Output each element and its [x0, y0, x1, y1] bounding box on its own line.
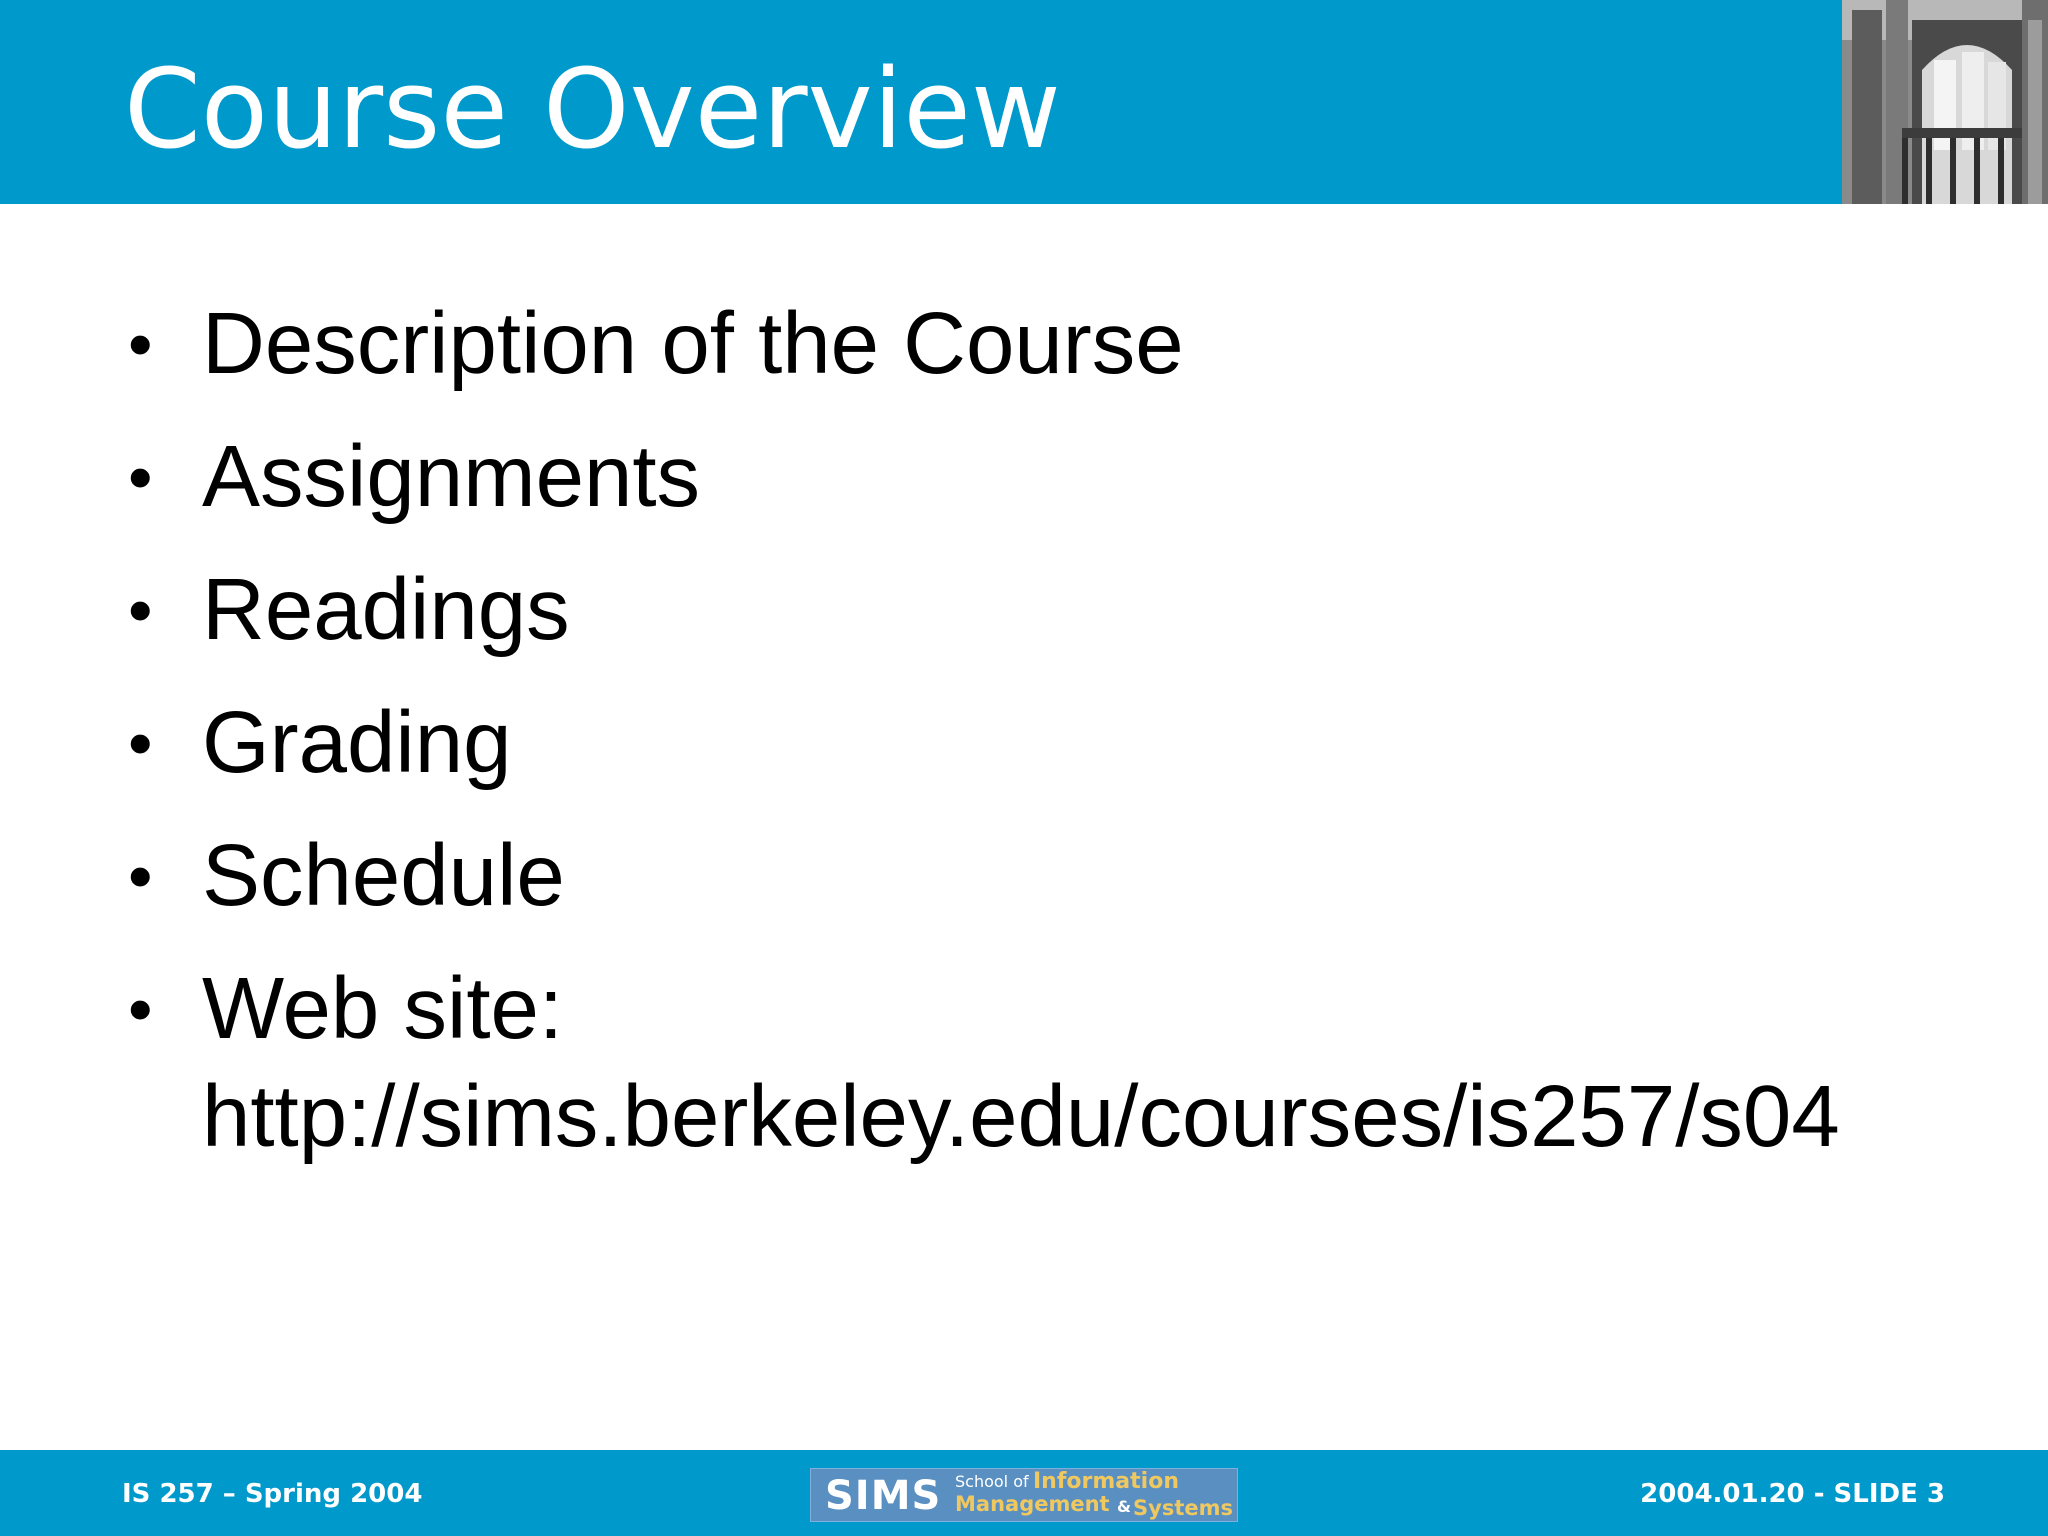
bullet-text: Description of the Course [202, 295, 1184, 392]
bullet-dot: • [128, 970, 153, 1048]
logo-systems: Systems [1133, 1496, 1233, 1520]
bullet-text: Assignments [202, 428, 701, 525]
bullet-list [124, 290, 2024, 1196]
logo-ampersand: & [1117, 1497, 1131, 1516]
bullet-item [124, 556, 2024, 664]
logo-management: Management [955, 1492, 1110, 1516]
bullet-item [124, 290, 2024, 398]
logo-school-of: School of [955, 1472, 1029, 1491]
bullet-item-website [124, 955, 2024, 1171]
bullet-text: Readings [202, 561, 570, 658]
sims-wordmark: SIMS [825, 1473, 942, 1519]
slide-number: 2004.01.20 - SLIDE 3 [1640, 1479, 1945, 1509]
logo-information: Information [1033, 1469, 1179, 1494]
sims-logo [810, 1468, 1238, 1522]
website-label: Web site: [202, 960, 564, 1057]
bullet-dot: • [128, 438, 153, 516]
website-url: http://sims.berkeley.edu/courses/is257/s04 [202, 1068, 1840, 1165]
building-photo [1842, 0, 2048, 204]
bullet-item [124, 689, 2024, 797]
bullet-dot: • [128, 305, 153, 383]
bullet-item [124, 423, 2024, 531]
bullet-dot: • [128, 704, 153, 782]
slide-title: Course Overview [124, 45, 1061, 173]
bullet-dot: • [128, 571, 153, 649]
course-label: IS 257 – Spring 2004 [122, 1479, 423, 1509]
bullet-text: Grading [202, 694, 512, 791]
bullet-dot: • [128, 837, 153, 915]
bullet-item [124, 822, 2024, 930]
bullet-text: Schedule [202, 827, 565, 924]
